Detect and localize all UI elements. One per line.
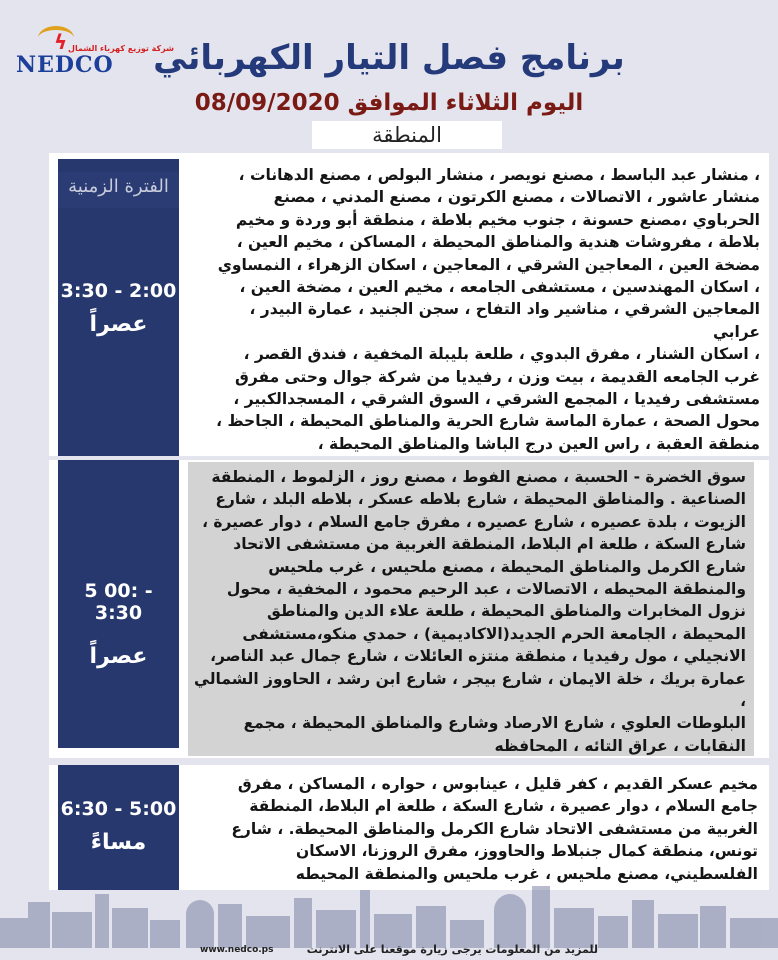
area-line: بلاطة ، مفروشات هندية والمناطق المحيطة ، المساكن ، مخيم العين ، bbox=[236, 233, 760, 252]
nedco-logo bbox=[16, 22, 174, 80]
area-line: المعاجين الشرقي ، مناشير واد التفاح ، سجن الجنيد ، عمارة البيدر ، عرابي bbox=[249, 300, 760, 341]
lightning-bolt-icon: ϟ bbox=[54, 30, 68, 54]
area-line: والمنطقة المحيطه ، الاتصالات ، عبد الرحيم محمود ، المخفية ، محول bbox=[226, 580, 746, 599]
area-line: جامع السلام ، دوار عصيرة ، شارع السكة ، طلعة ام البلاط، المنطقة bbox=[249, 797, 758, 816]
period-word: عصراً bbox=[89, 312, 148, 337]
area-line: عمارة بريك ، خلة الايمان ، شارع بيجر ، شارع ابن رشد ، الحاووز الشمالي ، bbox=[194, 669, 746, 711]
area-line: البلوطات العلوي ، شارع الارصاد وشارع والمناطق المحيطة ، مجمع bbox=[243, 714, 746, 733]
logo-company-english: NEDCO bbox=[16, 52, 114, 78]
area-line: نزول المخابرات والمناطق المحيطة ، طلعة علاء الدين والمناطق bbox=[267, 602, 746, 621]
area-line: محول الصحة ، عمارة الماسة شارع الحرية والمناطق المحيطة ، الجاحظ ، bbox=[216, 412, 760, 431]
areas-text-2 bbox=[188, 462, 754, 756]
period-word: مساءً bbox=[90, 830, 147, 855]
date-line: اليوم الثلاثاء الموافق 08/09/2020 bbox=[194, 90, 584, 116]
footer-website-link[interactable]: www.nedco.ps bbox=[200, 945, 274, 955]
area-line: مخيم عسكر القديم ، كفر قليل ، عينابوس ، حواره ، المساكن ، مفرق bbox=[237, 775, 758, 793]
page-title: برنامج فصل التيار الكهربائي bbox=[153, 38, 625, 78]
area-line: ، اسكان المهندسين ، مستشفى الجامعه ، مخيم العين ، مضخة العين ، bbox=[239, 278, 760, 297]
area-line: الغربية من مستشفى الاتحاد شارع الكرمل والمناطق المحيطة. ، شارع bbox=[231, 819, 758, 838]
area-line: الانجيلي ، مول رفيديا ، منطقة منتزه العائلات ، شارع جمال عبد الناصر، bbox=[210, 647, 746, 666]
area-line: الحرباوي ،مصنع حسونة ، جنوب مخيم بلاطة ، منطقة أبو وردة و مخيم bbox=[235, 210, 760, 229]
time-cell-1 bbox=[58, 280, 179, 337]
area-line: ، منشار عبد الباسط ، مصنع نويصر ، منشار البولص ، مصنع الدهانات ، bbox=[238, 166, 760, 184]
area-line: منشار عاشور ، الاتصالات ، مصنع الكرتون ، مصنع المدني ، مصنع bbox=[273, 188, 760, 207]
area-line: منطقة العقبة ، راس العين درج الباشا والمناطق المحيطة ، bbox=[317, 434, 760, 453]
area-line: سوق الخضرة - الحسبة ، مصنع الفوط ، مصنع روز ، الزلموط ، المنطقة bbox=[211, 468, 746, 486]
period-word: عصراً bbox=[89, 644, 148, 669]
logo-company-arabic: شركة توزيع كهرباء الشمال bbox=[68, 44, 174, 53]
time-cell-3 bbox=[58, 798, 179, 855]
area-line: مضخة العين ، المعاجين الشرقي ، المعاجين ، اسكان الزهراء ، النمساوي bbox=[217, 255, 760, 274]
time-range: 5 00: - 3:30 bbox=[84, 580, 153, 624]
area-line: غرب الجامعه القديمة ، بيت وزن ، رفيديا من شركة جوال وحتى مفرق bbox=[235, 367, 760, 386]
area-line: مستشفى رفيديا ، المجمع الشرقي ، السوق الشرقي ، المسجدالكبير ، bbox=[233, 390, 760, 409]
time-range: 6:30 - 5:00 bbox=[60, 798, 177, 820]
time-cell-2 bbox=[58, 580, 179, 669]
area-line: الصناعية . والمناطق المحيطة ، شارع بلاطه عسكر ، بلاطه البلد ، شارع bbox=[215, 490, 746, 509]
region-label: المنطقة bbox=[312, 121, 502, 149]
area-line: الفلسطيني، مصنع ملحيس ، غرب ملحيس والمنطقة المحيطه bbox=[295, 864, 758, 883]
area-line: شارع الكرمل والمناطق المحيطة ، مصنع ملحيس ، غرب ملحيس bbox=[268, 557, 746, 576]
area-line: ، اسكان الشنار ، مفرق البدوي ، طلعة بليبلة المخفية ، فندق القصر ، bbox=[243, 345, 760, 364]
area-line: النقابات ، عراق التائه ، المحافظه bbox=[494, 736, 746, 755]
period-header: الفترة الزمنية bbox=[58, 172, 179, 208]
city-skyline-image bbox=[0, 880, 778, 948]
area-line: الزيوت ، بلدة عصيره ، شارع عصيره ، مفرق جامع السلام ، دوار عصيرة ، bbox=[202, 512, 746, 531]
areas-text-1 bbox=[200, 164, 760, 455]
areas-text-3 bbox=[200, 773, 758, 885]
area-line: تونس، منطقة كمال جنبلاط والحاووز، مفرق الروزنا، الاسكان bbox=[296, 842, 758, 861]
footer-note: للمزيد من المعلومات يرجى زيارة موقعنا على الانترنت bbox=[306, 943, 598, 956]
time-range: 3:30 - 2:00 bbox=[60, 280, 177, 302]
area-line: المحيطة ، الجامعة الحرم الجديد(الاكاديمية) ، حمدي منكو،مستشفى bbox=[242, 624, 746, 643]
area-line: شارع السكة ، طلعة ام البلاط، المنطقة الغربية من مستشفى الاتحاد bbox=[233, 535, 746, 554]
